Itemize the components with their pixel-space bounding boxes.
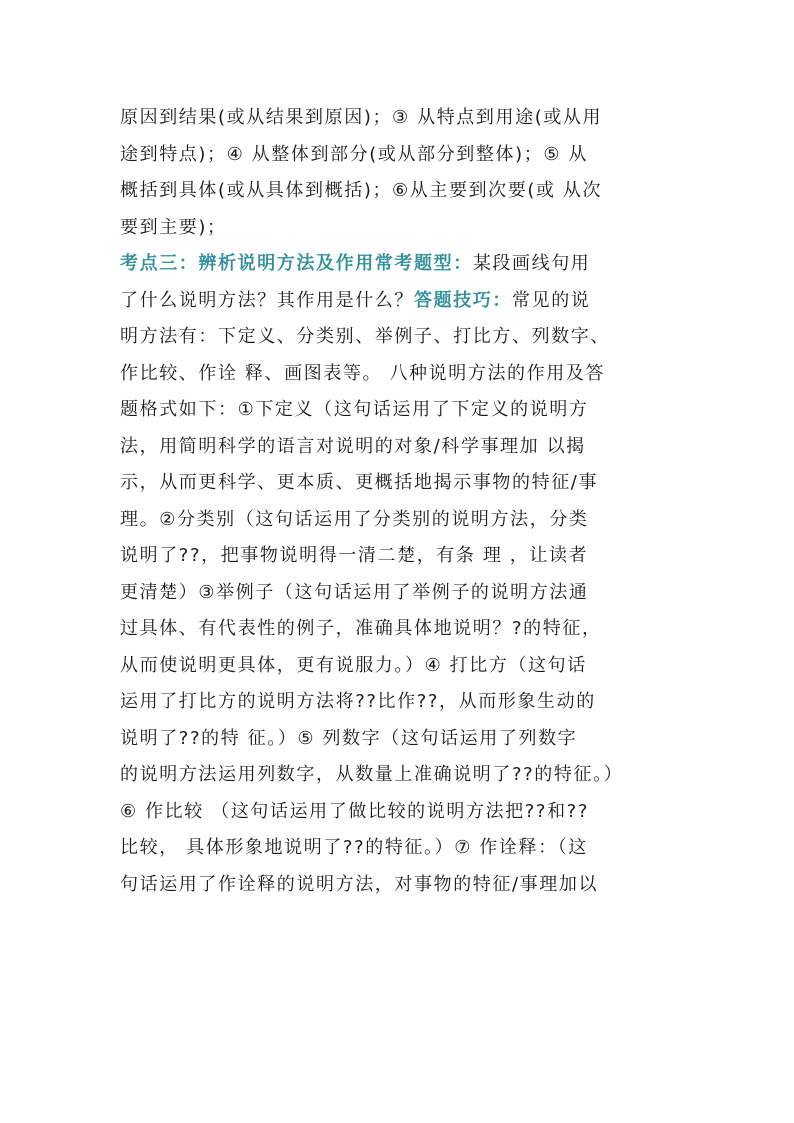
text-line: 作比较、作诠 释、画图表等。 八种说明方法的作用及答 (120, 362, 606, 384)
text-line: 说明了??，把事物说明得一清二楚，有条 理 ，让读者 (120, 545, 589, 566)
text-line: 比较， 具体形象地说明了??的特征。）⑦ 作诠释：（这 (120, 837, 588, 858)
text-line: 从而使说明更具体，更有说服力。）④ 打比方（这句话 (120, 654, 587, 676)
text-line: 途到特点)；④ 从整体到部分(或从部分到整体)；⑤ 从 (120, 143, 588, 165)
text-line: 更清楚）③举例子（这句话运用了举例子的说明方法通 (120, 581, 589, 603)
text-line: 示，从而更科学、更本质、更概括地揭示事物的特征/事 (120, 472, 599, 493)
text-line: ⑥ 作比较 （这句话运用了做比较的说明方法把??和?? (120, 800, 589, 822)
text-line: 考点三：辨析说明方法及作用常考题型：某段画线句用 (120, 253, 591, 274)
text-line: 题格式如下：①下定义（这句话运用了下定义的说明方 (120, 399, 589, 420)
text-line: 说明了??的特 征。）⑤ 列数字（这句话运用了列数字 (120, 727, 578, 749)
section-heading: 考点三：辨析说明方法及作用常考题型： (120, 253, 473, 274)
body-text (120, 100, 686, 903)
text-line: 过具体、有代表性的例子，准确具体地说明？?的特征， (120, 618, 602, 639)
answer-tips-label: 答题技巧： (414, 289, 512, 311)
text-line: 了什么说明方法？其作用是什么？答题技巧：常见的说 (120, 289, 591, 311)
text-line: 要到主要)； (120, 216, 227, 238)
text-line: 的说明方法运用列数字，从数量上准确说明了??的特征。） (120, 764, 624, 785)
text-line: 原因到结果(或从结果到原因)；③ 从特点到用途(或从用 (120, 107, 603, 128)
text-line: 明方法有：下定义、分类别、举例子、打比方、列数字、 (120, 326, 610, 347)
text-line: 概括到具体(或从具体到概括)；⑥从主要到次要(或 从次 (120, 180, 603, 201)
text-line: 句话运用了作诠释的说明方法，对事物的特征/事理加以 (120, 873, 599, 895)
text-line: 运用了打比方的说明方法将??比作??，从而形象生动的 (120, 691, 596, 712)
text-line: 法，用简明科学的语言对说明的对象/科学事理加 以揭 (120, 435, 586, 457)
text-line: 理。②分类别（这句话运用了分类别的说明方法，分类 (120, 508, 589, 530)
